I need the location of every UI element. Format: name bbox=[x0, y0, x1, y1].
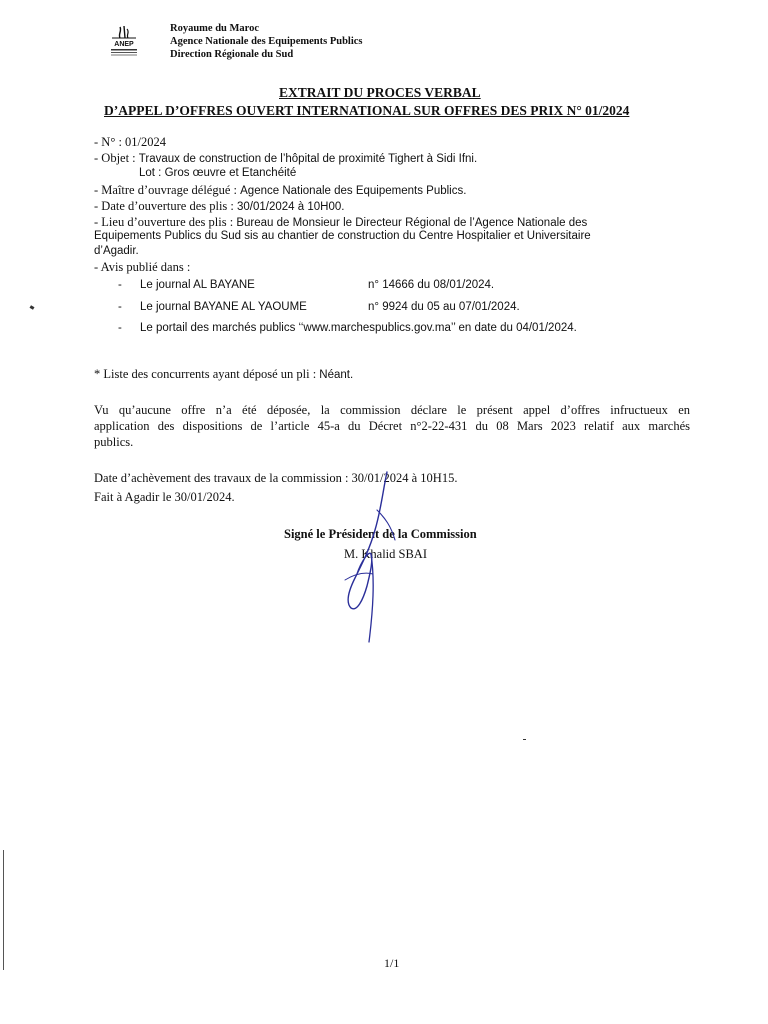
lieu-value-1: Bureau de Monsieur le Directeur Régional de l’Agence Nationale des bbox=[236, 217, 588, 229]
date-label: - Date d’ouverture des plis : bbox=[94, 199, 238, 213]
concurrents-value: Néant. bbox=[319, 369, 354, 381]
logo-caption: ANEP bbox=[114, 41, 134, 48]
objet-row bbox=[94, 150, 477, 167]
pub-1-ref: n° 14666 du 08/01/2024. bbox=[368, 279, 495, 291]
decision-line-2: application des dispositions de l’article 45-a du Décret n°2-22-431 du 08 Mars 2023 relatif aux marchés bbox=[94, 419, 690, 433]
lieu-row bbox=[94, 214, 587, 231]
pub-1-dash: - bbox=[118, 279, 122, 291]
pub-2-dash: - bbox=[118, 301, 122, 313]
maitre-value: Agence Nationale des Equipements Publics. bbox=[240, 185, 467, 197]
pub-3-dash: - bbox=[118, 322, 122, 334]
decision-paragraph bbox=[94, 402, 690, 450]
avis-label: - Avis publié dans : bbox=[94, 260, 191, 274]
handwritten-signature bbox=[325, 470, 435, 650]
objet-value: Travaux de construction de l’hôpital de proximité Tighert à Sidi Ifni. bbox=[138, 153, 478, 165]
date-value: 30/01/2024 à 10H00. bbox=[237, 201, 345, 213]
maitre-label: - Maître d’ouvrage délégué : bbox=[94, 183, 241, 197]
date-row bbox=[94, 198, 344, 215]
maitre-row bbox=[94, 182, 466, 199]
pub-2-name: Le journal BAYANE AL YAOUME bbox=[140, 301, 307, 313]
lieu-value-2: Equipements Publics du Sud sis au chantier de construction du Centre Hospitalier et Universitaire bbox=[94, 230, 591, 242]
signature-title: Signé le Président de la Commission bbox=[284, 527, 477, 541]
scan-speck bbox=[523, 739, 526, 740]
tender-number: - N° : 01/2024 bbox=[94, 135, 167, 149]
pub-1-name: Le journal AL BAYANE bbox=[140, 279, 255, 291]
lieu-value-3: d’Agadir. bbox=[94, 245, 139, 257]
page-number: 1/1 bbox=[384, 956, 400, 970]
decision-line-3: publics. bbox=[94, 435, 134, 449]
pub-2-ref: n° 9924 du 05 au 07/01/2024. bbox=[368, 301, 520, 313]
achevement-line: Date d’achèvement des travaux de la commission : 30/01/2024 à 10H15. bbox=[94, 471, 458, 485]
scan-edge-line bbox=[3, 850, 4, 970]
title-line-1: EXTRAIT DU PROCES VERBAL bbox=[279, 85, 481, 100]
fait-line: Fait à Agadir le 30/01/2024. bbox=[94, 490, 235, 504]
header-direction: Direction Régionale du Sud bbox=[170, 49, 294, 60]
pub-3-name: Le portail des marchés publics ‘‘www.marchespublics.gov.ma’’ en date du 04/01/2024. bbox=[140, 322, 577, 334]
concurrents-row bbox=[94, 366, 353, 383]
objet-label: - Objet : bbox=[94, 151, 139, 165]
scan-speck bbox=[30, 305, 35, 310]
signatory-name: M. Khalid SBAI bbox=[344, 547, 427, 561]
lot-line: Lot : Gros œuvre et Etanchéité bbox=[139, 167, 297, 179]
title-line-2: D’APPEL D’OFFRES OUVERT INTERNATIONAL SUR OFFRES DES PRIX N° 01/2024 bbox=[104, 103, 630, 118]
header-agency: Agence Nationale des Equipements Publics bbox=[170, 36, 363, 47]
header-kingdom: Royaume du Maroc bbox=[170, 23, 260, 34]
lieu-label: - Lieu d’ouverture des plis : bbox=[94, 215, 237, 229]
anep-logo bbox=[106, 24, 142, 58]
decision-line-1: Vu qu’aucune offre n’a été déposée, la commission déclare le présent appel d’offres infructueux en bbox=[94, 403, 690, 417]
concurrents-label: * Liste des concurrents ayant déposé un pli : bbox=[94, 367, 320, 381]
